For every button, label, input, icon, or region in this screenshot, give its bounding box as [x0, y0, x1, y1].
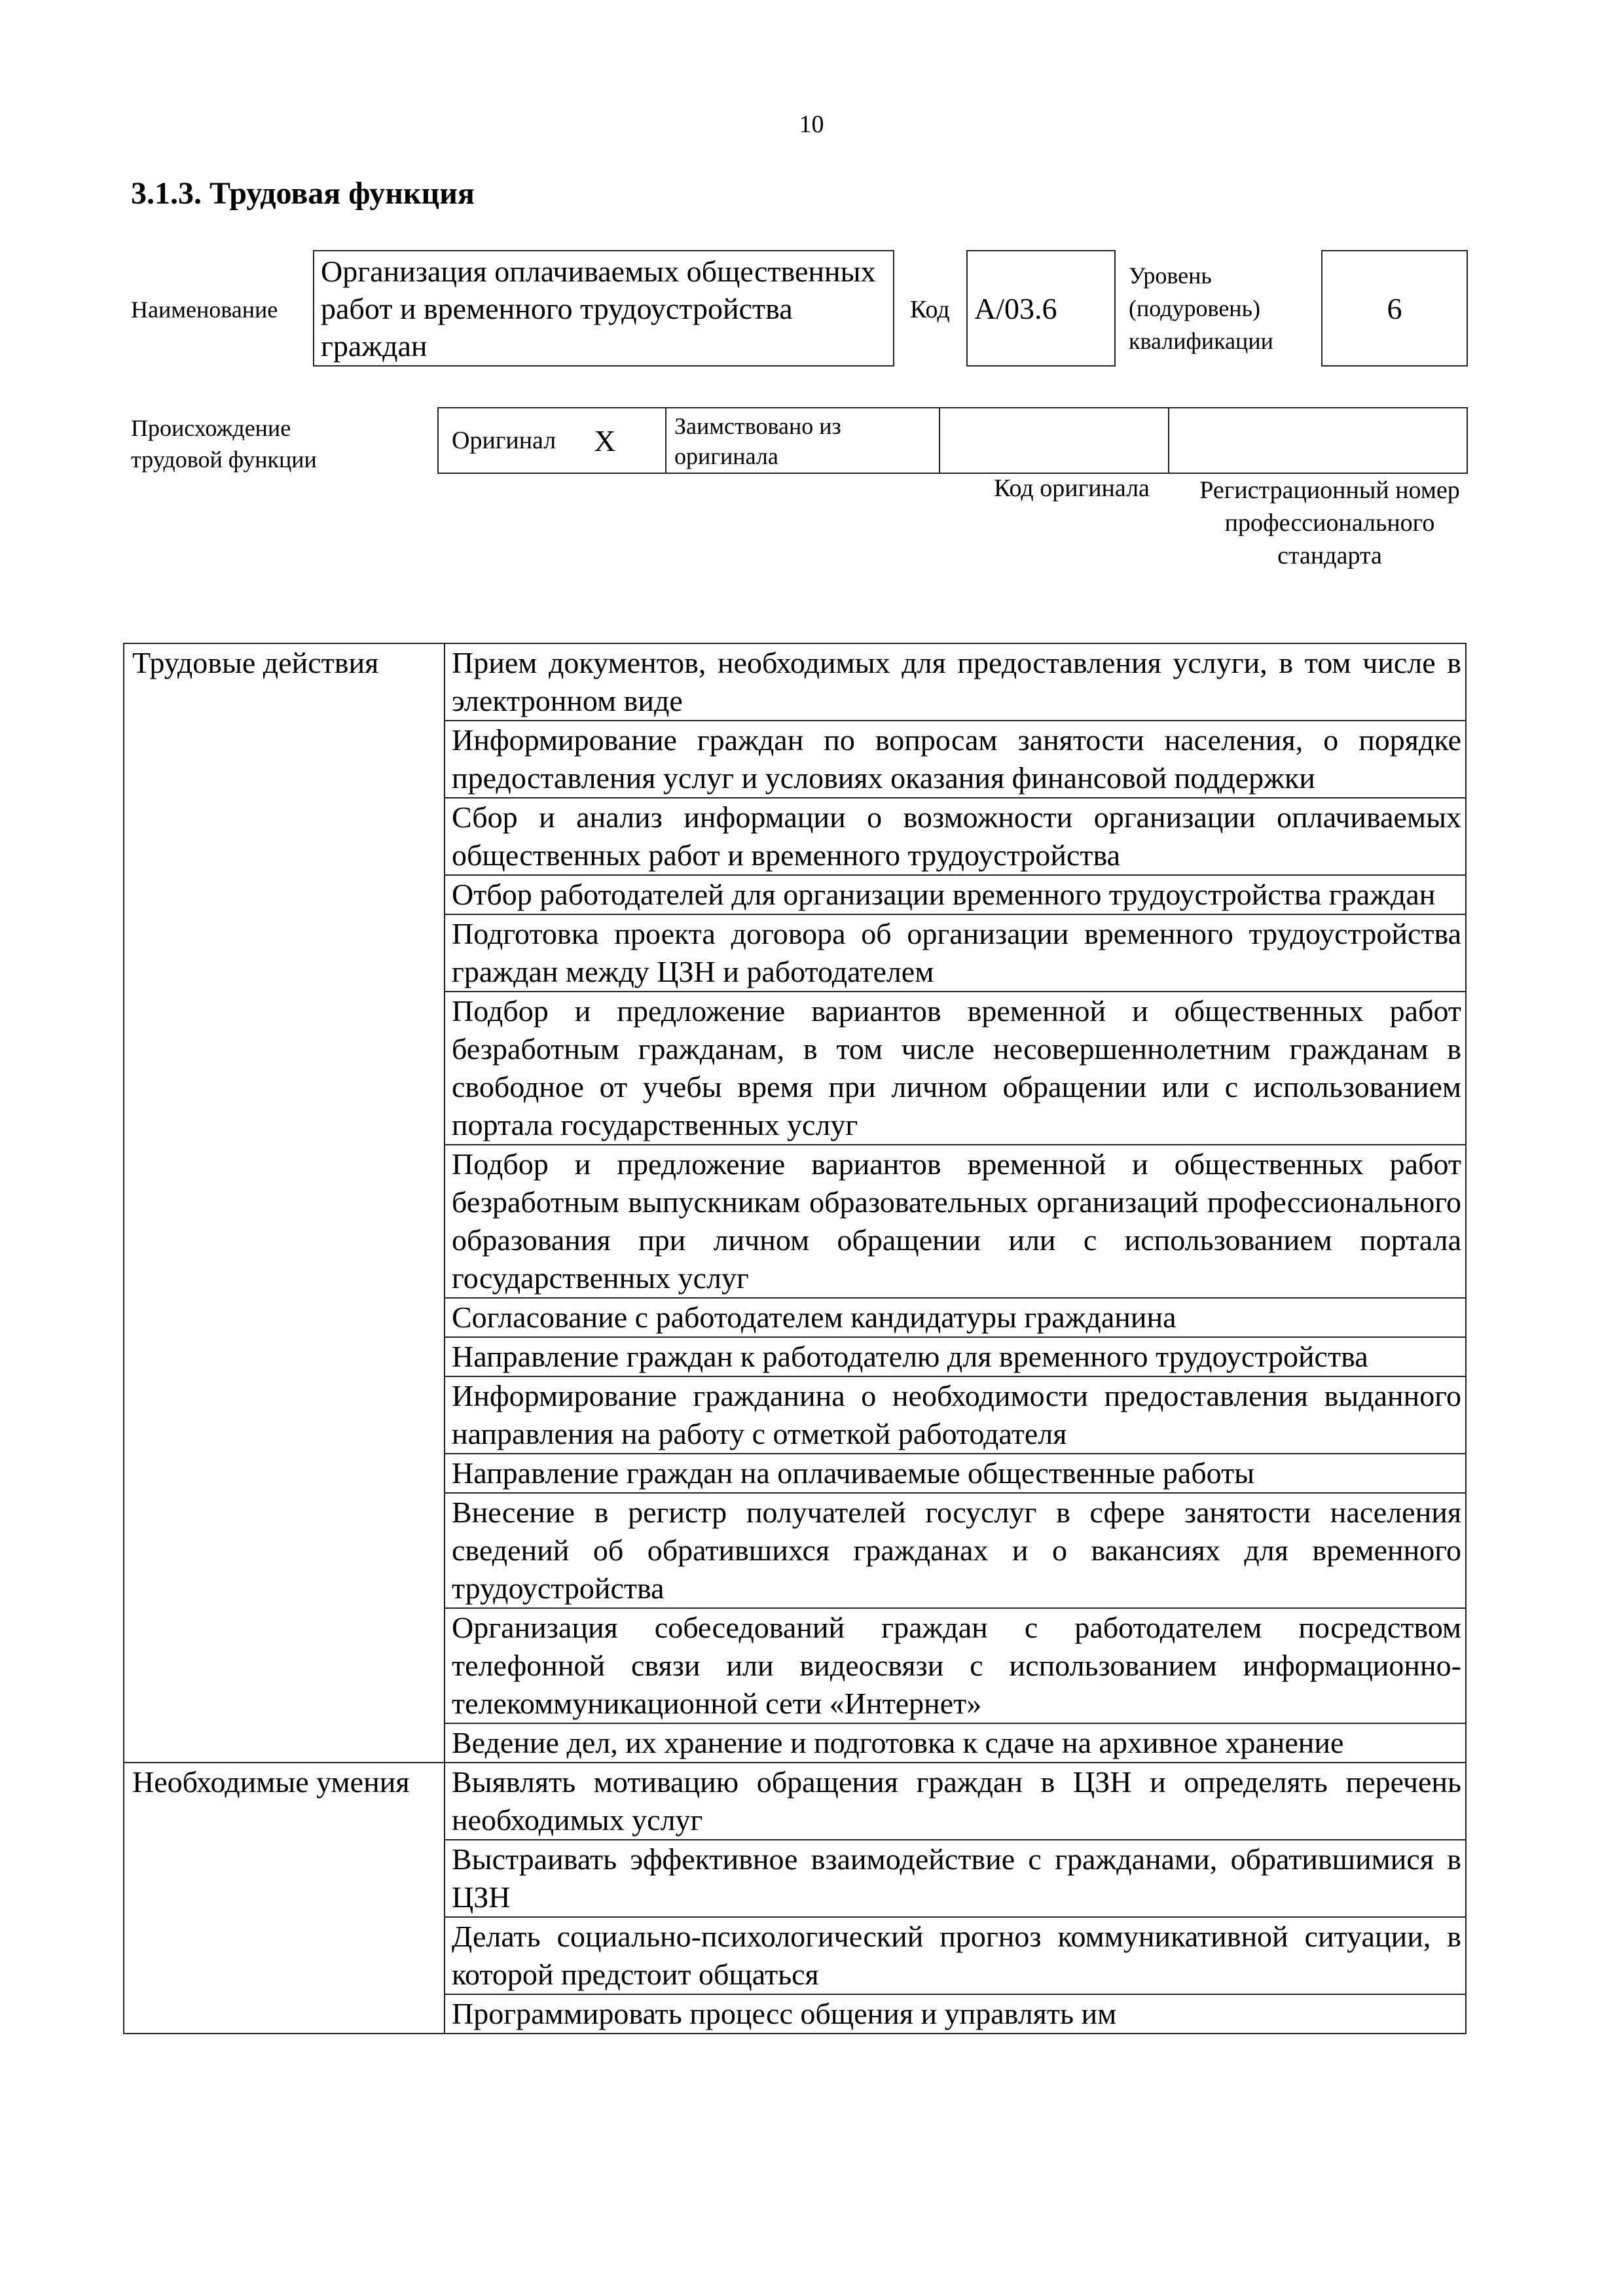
table-cell: Подготовка проекта договора об организации временного трудоустройства граждан между ЦЗН и работодателем [445, 914, 1466, 992]
original-mark: X [594, 423, 616, 457]
qualification-level-box: 6 [1321, 250, 1468, 367]
table-cell: Делать социально-психологический прогноз коммуникативной ситуации, в которой предстоит общаться [445, 1917, 1466, 1994]
table-cell: Прием документов, необходимых для предоставления услуги, в том числе в электронном виде [445, 643, 1466, 721]
table-cell: Организация собеседований граждан с работодателем посредством телефонной связи или видеосвязи с использованием информационно-телекоммуникационной сети «Интернет» [445, 1608, 1466, 1723]
table-cell: Сбор и анализ информации о возможности организации оплачиваемых общественных работ и временного трудоустройства [445, 798, 1466, 875]
table-row [124, 1763, 1466, 1840]
original-label: Оригинал [452, 427, 556, 454]
section-heading: Необходимые умения [124, 1763, 445, 2034]
registration-number-caption: Регистрационный номер профессионального стандарта [1199, 476, 1460, 569]
table-cell: Согласование с работодателем кандидатуры гражданина [445, 1298, 1466, 1337]
table-cell: Направление граждан на оплачиваемые общественные работы [445, 1454, 1466, 1493]
table-cell: Выявлять мотивацию обращения граждан в ЦЗН и определять перечень необходимых услуг [445, 1763, 1466, 1840]
original-code-caption: Код оригинала [994, 475, 1150, 502]
name-label: Наименование [131, 296, 278, 323]
qualification-level-label: Уровень (подуровень) квалификации [1129, 262, 1273, 354]
original-code-cell [940, 408, 1169, 473]
page-number: 10 [799, 111, 824, 138]
original-cell [439, 408, 666, 473]
table-cell: Внесение в регистр получателей госуслуг в сфере занятости населения сведений об обратившихся гражданах и о вакансиях для временного трудоустройства [445, 1493, 1466, 1608]
origin-row [437, 407, 1468, 474]
table-cell: Ведение дел, их хранение и подготовка к сдаче на архивное хранение [445, 1723, 1466, 1763]
section-heading: Трудовые действия [124, 643, 445, 1763]
code-label: Код [910, 296, 950, 323]
table-cell: Подбор и предложение вариантов временной и общественных работ безработным выпускникам образовательных организаций профессионального образования при личном обращении или с использованием портала государственных услуг [445, 1145, 1466, 1298]
table-cell: Выстраивать эффективное взаимодействие с гражданами, обратившимися в ЦЗН [445, 1840, 1466, 1917]
function-code-box: А/03.6 [966, 250, 1116, 367]
registration-number-cell [1169, 408, 1467, 473]
table-cell: Информирование граждан по вопросам занятости населения, о порядке предоставления услуг и условиях оказания финансовой поддержки [445, 721, 1466, 798]
table-cell: Программировать процесс общения и управлять им [445, 1994, 1466, 2034]
section-title: 3.1.3. Трудовая функция [131, 176, 475, 211]
borrowed-cell: Заимствовано из оригинала [666, 408, 940, 473]
table-cell: Информирование гражданина о необходимости предоставления выданного направления на работу с отметкой работодателя [445, 1376, 1466, 1454]
table-cell: Подбор и предложение вариантов временной и общественных работ безработным гражданам, в том числе несовершеннолетним гражданам в свободное от учебы время при личном обращении или с использованием портала государственных услуг [445, 992, 1466, 1145]
table-cell: Отбор работодателей для организации временного трудоустройства граждан [445, 875, 1466, 914]
table-cell: Направление граждан к работодателю для временного трудоустройства [445, 1337, 1466, 1376]
function-details-table [123, 643, 1467, 2034]
function-name-box: Организация оплачиваемых общественных работ и временного трудоустройства граждан [313, 250, 894, 367]
table-row [124, 643, 1466, 721]
origin-label: Происхождение трудовой функции [131, 415, 317, 473]
